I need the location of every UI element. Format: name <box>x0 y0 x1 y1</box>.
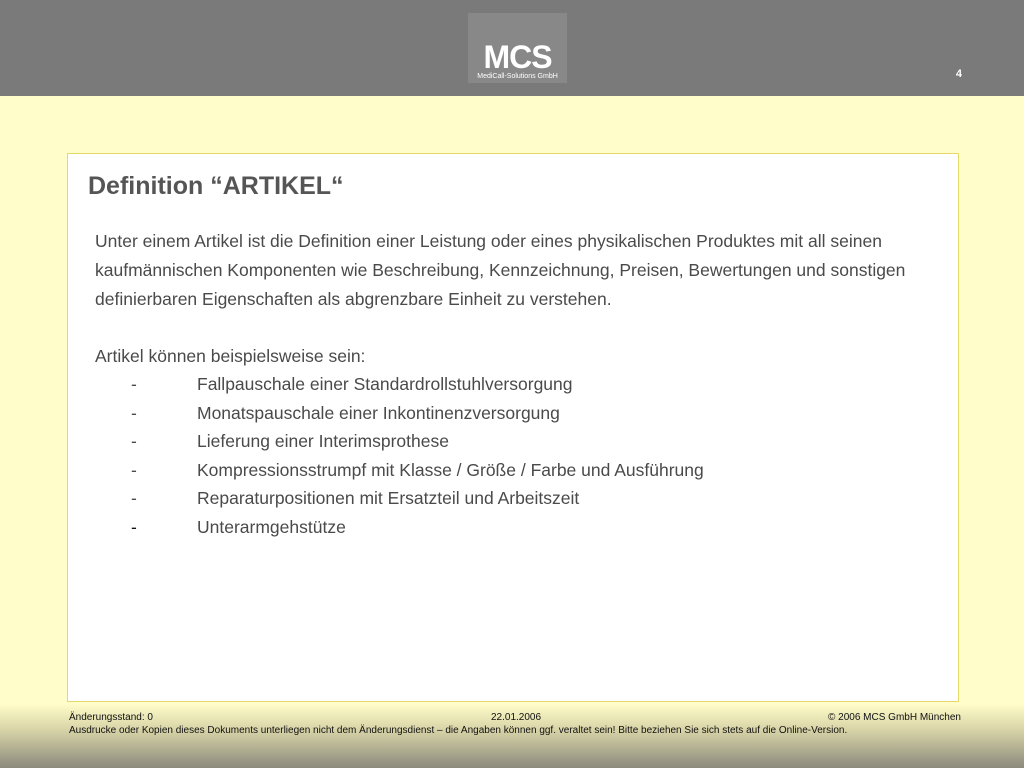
bullet-dash: - <box>131 402 137 423</box>
list-item-text: Fallpauschale einer Standardrollstuhlversorgung <box>197 374 573 394</box>
footer-meta <box>69 712 961 724</box>
document-date: 22.01.2006 <box>491 712 542 723</box>
page-title: Definition “ARTIKEL“ <box>88 172 344 200</box>
list-heading: Artikel können beispielsweise sein: <box>95 346 366 366</box>
revision-label: Änderungsstand: 0 <box>69 712 153 723</box>
intro-paragraph: Unter einem Artikel ist die Definition einer Leistung oder eines physikalischen Produktes mit all seinen kaufmännischen Komponenten wie Beschreibung, Kennzeichnung, Preisen, Bewertungen und sonstigen definierbaren Eigenschaften als abgrenzbare Einheit zu verstehen. <box>95 231 906 309</box>
mcs-logo <box>468 13 567 83</box>
copyright-notice: © 2006 MCS GmbH München <box>828 712 961 723</box>
logo-subtitle: MediCall-Solutions GmbH <box>477 73 558 80</box>
bullet-dash: - <box>131 459 137 480</box>
page-number: 4 <box>955 68 962 80</box>
bullet-dash: - <box>131 374 137 394</box>
content-box <box>67 153 959 702</box>
header-bar <box>0 0 1024 96</box>
list-item-text: Lieferung einer Interimsprothese <box>197 431 449 452</box>
list-item-text: Reparaturpositionen mit Ersatzteil und Arbeitszeit <box>197 488 580 509</box>
list-item-text: Unterarmgehstütze <box>197 516 346 537</box>
logo-text: MCS <box>483 39 552 75</box>
bullet-dash: - <box>131 431 137 452</box>
bullet-dash: - <box>131 488 137 509</box>
list-item-text: Kompressionsstrumpf mit Klasse / Größe / Farbe und Ausführung <box>197 459 704 480</box>
footer-disclaimer: Ausdrucke oder Kopien dieses Dokuments unterliegen nicht dem Änderungsdienst – die Angaben können ggf. veraltet sein! Bitte beziehen Sie sich stets auf die Online-Version. <box>69 725 848 736</box>
list-item-text: Monatspauschale einer Inkontinenzversorgung <box>197 402 560 423</box>
bullet-dash: - <box>131 516 137 537</box>
